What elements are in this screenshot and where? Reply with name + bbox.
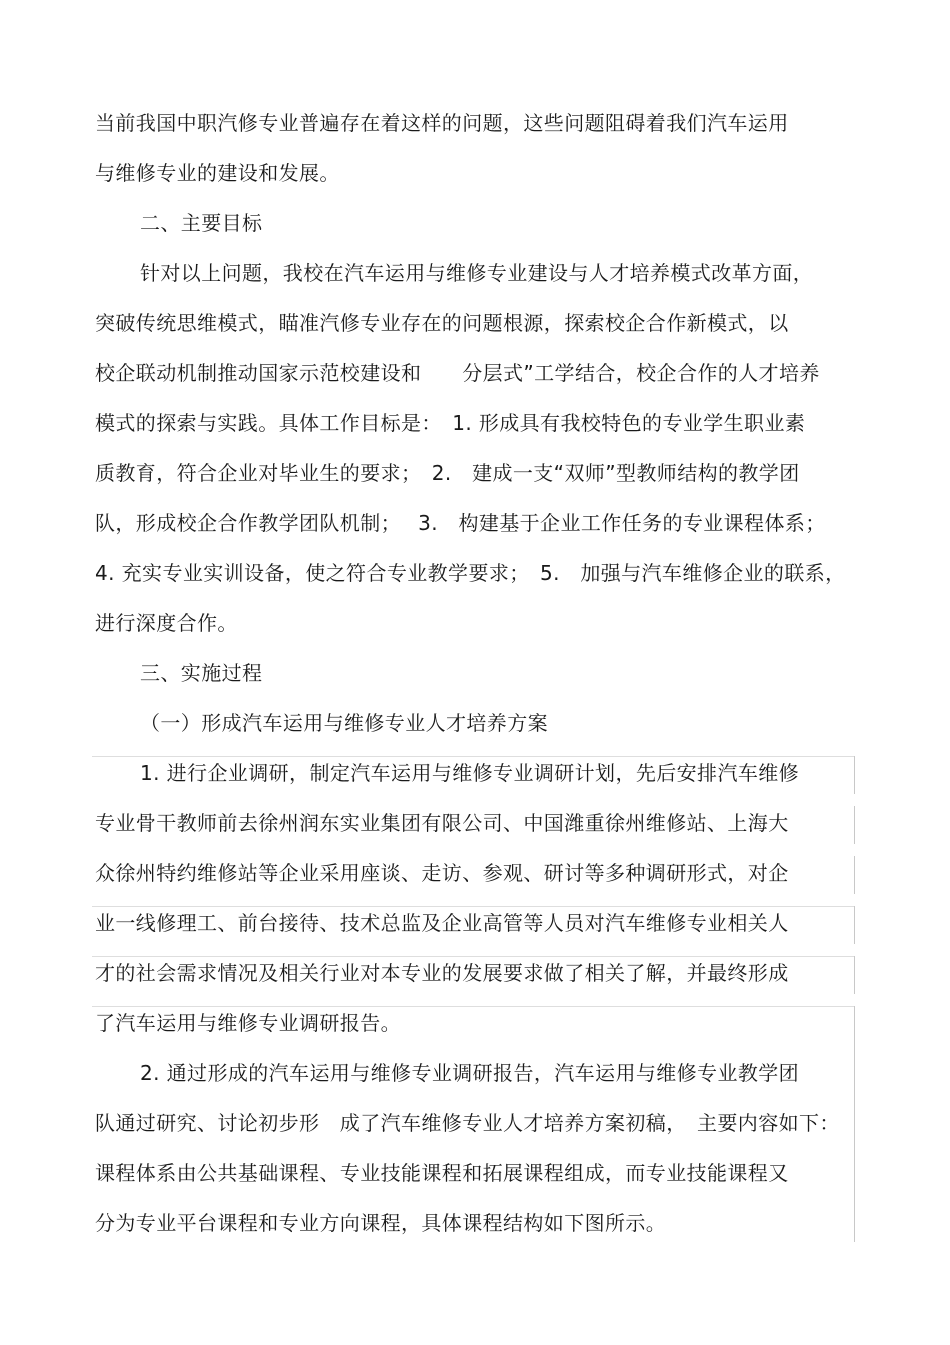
paragraph-line: 进行深度合作。 xyxy=(95,611,238,635)
paragraph-line: 4. 充实专业实训设备，使之符合专业教学要求； 5. 加强与汽车维修企业的联系， xyxy=(95,561,846,585)
border-line xyxy=(92,1006,854,1007)
paragraph-line: 针对以上问题，我校在汽车运用与维修专业建设与人才培养模式改革方面， xyxy=(140,261,814,285)
paragraph-line: 当前我国中职汽修专业普遍存在着这样的问题，这些问题阻碍着我们汽车运用 xyxy=(95,111,789,135)
paragraph-line: 才的社会需求情况及相关行业对本专业的发展要求做了相关了解，并最终形成 xyxy=(95,961,789,985)
paragraph-line: 业一线修理工、前台接待、技术总监及企业高管等人员对汽车维修专业相关人 xyxy=(95,911,789,935)
paragraph-line: 与维修专业的建设和发展。 xyxy=(95,161,340,185)
border-line xyxy=(854,1006,855,1242)
border-line xyxy=(854,756,855,794)
paragraph-line: 1. 进行企业调研，制定汽车运用与维修专业调研计划，先后安排汽车维修 xyxy=(140,761,800,785)
paragraph-line: 队，形成校企合作教学团队机制； 3. 构建基于企业工作任务的专业课程体系； xyxy=(95,511,826,535)
border-line xyxy=(92,906,854,907)
border-line xyxy=(92,756,854,757)
paragraph-line: 队通过研究、讨论初步形 成了汽车维修专业人才培养方案初稿， 主要内容如下： xyxy=(95,1111,840,1135)
section-heading: 二、主要目标 xyxy=(140,211,263,235)
border-line xyxy=(92,956,854,957)
paragraph-line: 质教育，符合企业对毕业生的要求； 2. 建成一支“双师”型教师结构的教学团 xyxy=(95,461,800,485)
section-heading: 三、实施过程 xyxy=(140,661,263,685)
subsection-heading: （一）形成汽车运用与维修专业人才培养方案 xyxy=(140,711,548,735)
paragraph-line: 众徐州特约维修站等企业采用座谈、走访、参观、研讨等多种调研形式，对企 xyxy=(95,861,789,885)
border-line xyxy=(854,856,855,894)
paragraph-line: 突破传统思维模式，瞄准汽修专业存在的问题根源，探索校企合作新模式，以 xyxy=(95,311,789,335)
border-line xyxy=(854,806,855,844)
paragraph-line: 2. 通过形成的汽车运用与维修专业调研报告，汽车运用与维修专业教学团 xyxy=(140,1061,800,1085)
border-line xyxy=(854,956,855,994)
paragraph-line: 课程体系由公共基础课程、专业技能课程和拓展课程组成，而专业技能课程又 xyxy=(95,1161,789,1185)
paragraph-line: 模式的探索与实践。具体工作目标是： 1. 形成具有我校特色的专业学生职业素 xyxy=(95,411,806,435)
border-line xyxy=(854,906,855,944)
paragraph-line: 专业骨干教师前去徐州润东实业集团有限公司、中国潍重徐州维修站、上海大 xyxy=(95,811,789,835)
paragraph-line: 了汽车运用与维修专业调研报告。 xyxy=(95,1011,401,1035)
paragraph-line: 校企联动机制推动国家示范校建设和 分层式”工学结合，校企合作的人才培养 xyxy=(95,361,820,385)
paragraph-line: 分为专业平台课程和专业方向课程，具体课程结构如下图所示。 xyxy=(95,1211,667,1235)
